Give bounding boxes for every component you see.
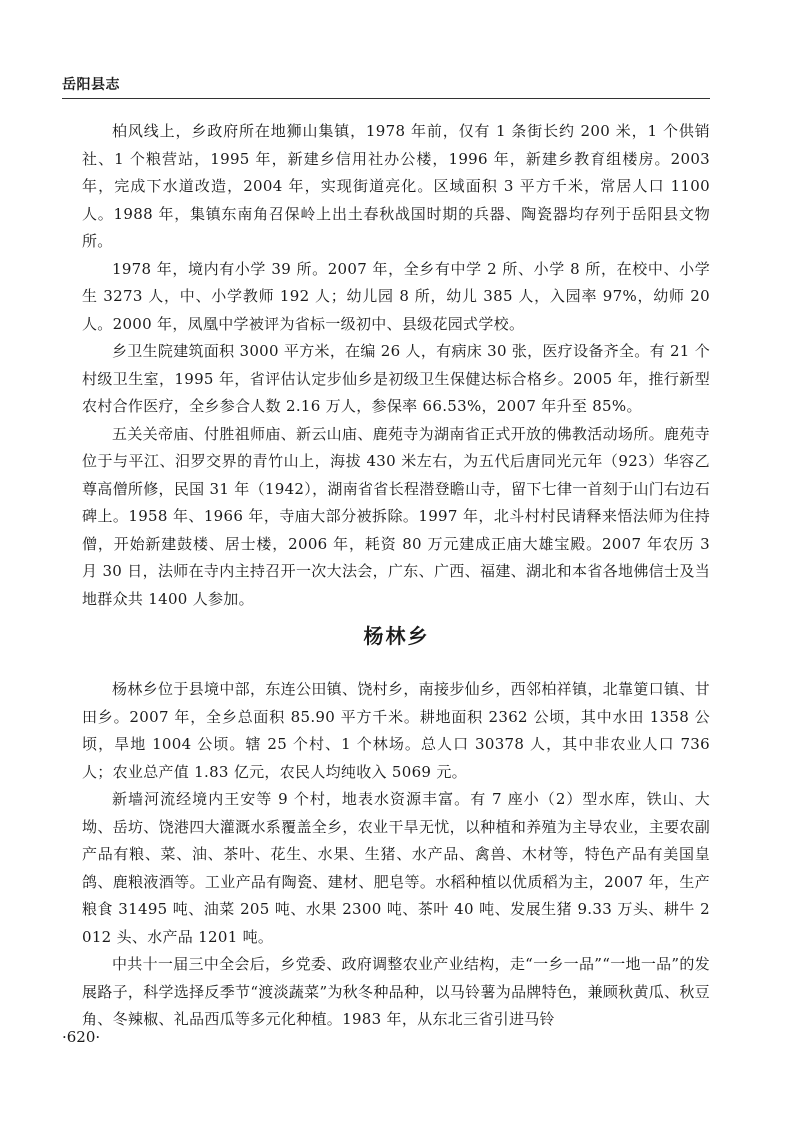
section-body-2 bbox=[82, 676, 710, 1034]
paragraph: 新墙河流经境内王安等 9 个村，地表水资源丰富。有 7 座小（2）型水库，铁山、大坳、岳坊、饶港四大灌溉水系覆盖全乡，农业干旱无忧，以种植和养殖为主导农业，主要农副产品有粮、菜、油、茶叶、花生、水果、生猪、水产品、禽兽、木材等，特色产品有美国皇鸽、鹿粮液酒等。工业产品有陶瓷、建材、肥皂等。水稻种植以优质稻为主，2007 年，生产粮食 31495 吨、油菜 205 吨、水果 2300 吨、茶叶 40 吨、发展生猪 9.33 万头、耕牛 2012 头、水产品 1201 吨。 bbox=[82, 790, 710, 946]
page-number: ·620· bbox=[62, 1028, 101, 1046]
section-body-1 bbox=[82, 118, 710, 613]
paragraph: 中共十一届三中全会后，乡党委、政府调整农业产业结构，走“一乡一品”“一地一品”的发展路子，科学选择反季节“渡淡蔬菜”为秋冬种品种，以马铃薯为品牌特色，兼顾秋黄瓜、秋豆角、冬辣椒、礼品西瓜等多元化种植。1983 年，从东北三省引进马铃 bbox=[82, 955, 710, 1028]
header-rule bbox=[62, 98, 710, 99]
paragraph: 杨林乡位于县境中部，东连公田镇、饶村乡，南接步仙乡，西邻柏祥镇，北靠筻口镇、甘田乡。2007 年，全乡总面积 85.90 平方千米。耕地面积 2362 公顷，其中水田 1358 公顷，旱地 1004 公顷。辖 25 个村、1 个林场。总人口 30378 人，其中非农业人口 736 人；农业总产值 1.83 亿元，农民人均纯收入 5069 元。 bbox=[82, 680, 710, 781]
paragraph: 乡卫生院建筑面积 3000 平方米，在编 26 人，有病床 30 张，医疗设备齐全。有 21 个村级卫生室，1995 年，省评估认定步仙乡是初级卫生保健达标合格乡。2005 年，推行新型农村合作医疗，全乡参合人数 2.16 万人，参保率 66.53%，2007 年升至 85%。 bbox=[82, 342, 710, 415]
paragraph: 1978 年，境内有小学 39 所。2007 年，全乡有中学 2 所、小学 8 所，在校中、小学生 3273 人，中、小学教师 192 人；幼儿园 8 所，幼儿 385 人，入园率 97%，幼师 20 人。2000 年，凤凰中学被评为省标一级初中、县级花园式学校。 bbox=[82, 259, 710, 333]
paragraph: 五关关帝庙、付胜祖师庙、新云山庙、鹿苑寺为湖南省正式开放的佛教活动场所。鹿苑寺位于与平江、汨罗交界的青竹山上，海拔 430 米左右，为五代后唐同光元年（923）华容乙尊高僧所修，民国 31 年（1942），湖南省省长程潜登瞻山寺，留下七律一首刻于山门右边石碑上。1958 年、1966 年，寺庙大部分被拆除。1997 年，北斗村村民请释来悟法师为住持僧，开始新建鼓楼、居士楼，2006 年，耗资 80 万元建成正庙大雄宝殿。2007 年农历 3 月 30 日，法师在寺内主持召开一次大法会，广东、广西、福建、湖北和本省各地佛信士及当地群众共 1400 人参加。 bbox=[82, 424, 710, 608]
running-head-title: 岳阳县志 bbox=[62, 77, 120, 93]
section-title: 杨林乡 bbox=[363, 624, 430, 648]
paragraph: 柏风线上，乡政府所在地狮山集镇，1978 年前，仅有 1 条街长约 200 米，1 个供销社、1 个粮营站，1995 年，新建乡信用社办公楼，1996 年，新建乡教育组楼房。2003 年，完成下水道改造，2004 年，实现街道亮化。区域面积 3 平方千米，常居人口 1100 人。1988 年，集镇东南角召保岭上出土春秋战国时期的兵器、陶瓷器均存列于岳阳县文物所。 bbox=[82, 122, 710, 250]
